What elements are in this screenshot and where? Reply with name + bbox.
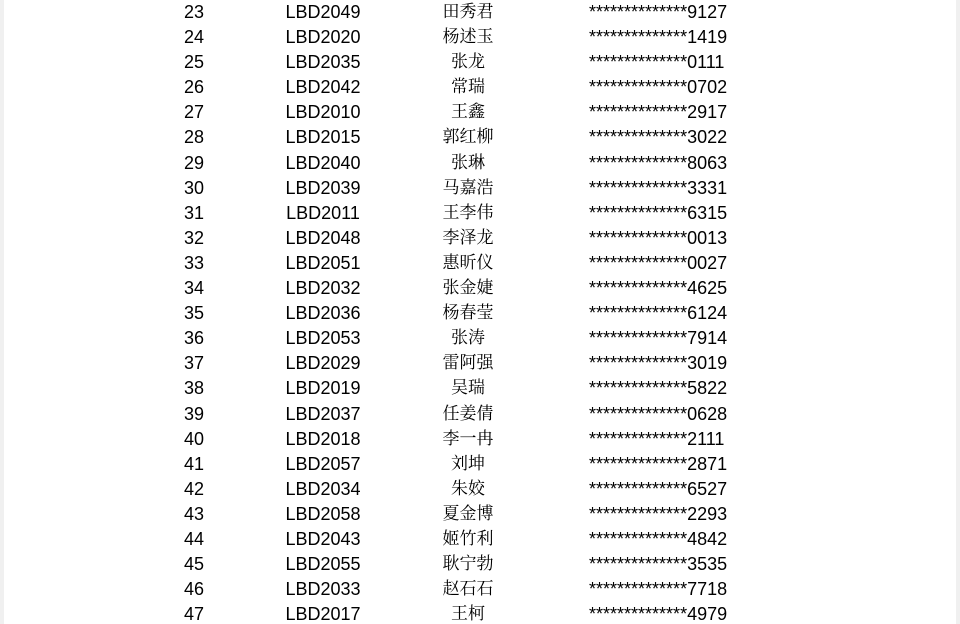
name-cell: 刘坤 [451, 453, 485, 474]
name-cell: 耿宁勃 [442, 554, 494, 575]
row-number-cell: 26 [183, 77, 205, 98]
name-cell: 任姜倩 [442, 403, 494, 424]
name-cell: 王柯 [451, 604, 485, 624]
employee-id-cell: LBD2037 [285, 403, 361, 424]
employee-id-cell: LBD2049 [285, 2, 361, 22]
masked-id-number-cell: **************6527 [589, 478, 728, 499]
name-cell: 杨述玉 [442, 27, 494, 48]
name-cell: 王鑫 [451, 102, 485, 123]
masked-id-number-cell: **************7718 [589, 579, 728, 600]
row-number-cell: 42 [183, 478, 205, 499]
masked-id-number-cell: **************3535 [589, 554, 728, 575]
masked-id-number-cell: **************8063 [589, 152, 728, 173]
masked-id-number-cell: **************9127 [589, 2, 728, 22]
masked-id-number-cell: **************3022 [589, 127, 728, 148]
table-row [0, 351, 960, 376]
row-number-cell: 37 [183, 353, 205, 374]
masked-id-number-cell: **************6124 [589, 303, 728, 324]
employee-id-cell: LBD2010 [285, 102, 361, 123]
name-cell: 马嘉浩 [442, 177, 494, 198]
name-cell: 雷阿强 [442, 353, 494, 374]
masked-id-number-cell: **************0702 [589, 77, 728, 98]
employee-id-cell: LBD2042 [285, 77, 361, 98]
row-number-cell: 46 [183, 579, 205, 600]
name-cell: 惠昕仪 [442, 252, 494, 273]
table-row [0, 326, 960, 351]
employee-id-cell: LBD2029 [285, 353, 361, 374]
name-cell: 李一冉 [442, 428, 494, 449]
table-row [0, 100, 960, 125]
masked-id-number-cell: **************0111 [589, 52, 725, 73]
masked-id-number-cell: **************0628 [589, 403, 728, 424]
table-row [0, 452, 960, 477]
name-cell: 张涛 [451, 328, 485, 349]
masked-id-number-cell: **************5822 [589, 378, 728, 399]
table-row [0, 25, 960, 50]
name-cell: 李泽龙 [442, 227, 494, 248]
table-row [0, 402, 960, 427]
row-number-cell: 23 [183, 2, 205, 22]
row-number-cell: 43 [183, 503, 205, 524]
masked-id-number-cell: **************2111 [589, 428, 725, 449]
table-row [0, 427, 960, 452]
row-number-cell: 30 [183, 177, 205, 198]
row-number-cell: 25 [183, 52, 205, 73]
row-number-cell: 33 [183, 252, 205, 273]
row-number-cell: 24 [183, 27, 205, 48]
table-row [0, 75, 960, 100]
table-row [0, 577, 960, 602]
employee-id-cell: LBD2058 [285, 503, 361, 524]
row-number-cell: 28 [183, 127, 205, 148]
employee-id-cell: LBD2015 [285, 127, 361, 148]
name-cell: 杨春莹 [442, 303, 494, 324]
name-cell: 郭红柳 [442, 127, 494, 148]
masked-id-number-cell: **************1419 [589, 27, 728, 48]
employee-id-cell: LBD2020 [285, 27, 361, 48]
name-cell: 张龙 [451, 52, 485, 73]
table-row [0, 0, 960, 25]
masked-id-number-cell: **************3019 [589, 353, 728, 374]
row-number-cell: 32 [183, 227, 205, 248]
employee-id-cell: LBD2034 [285, 478, 361, 499]
row-number-cell: 39 [183, 403, 205, 424]
row-number-cell: 35 [183, 303, 205, 324]
table-row [0, 602, 960, 624]
row-number-cell: 38 [183, 378, 205, 399]
employee-id-cell: LBD2018 [285, 428, 361, 449]
employee-id-cell: LBD2048 [285, 227, 361, 248]
table-row [0, 502, 960, 527]
employee-id-cell: LBD2039 [285, 177, 361, 198]
name-cell: 王李伟 [442, 202, 494, 223]
row-number-cell: 36 [183, 328, 205, 349]
row-number-cell: 47 [183, 604, 205, 624]
row-number-cell: 41 [183, 453, 205, 474]
row-number-cell: 29 [183, 152, 205, 173]
table-row [0, 226, 960, 251]
employee-id-cell: LBD2040 [285, 152, 361, 173]
table-row [0, 552, 960, 577]
employee-id-cell: LBD2036 [285, 303, 361, 324]
table-row [0, 276, 960, 301]
table-row [0, 151, 960, 176]
masked-id-number-cell: **************4979 [589, 604, 728, 624]
masked-id-number-cell: **************6315 [589, 202, 728, 223]
table-row [0, 125, 960, 150]
row-number-cell: 34 [183, 278, 205, 299]
name-cell: 赵石石 [442, 579, 494, 600]
name-cell: 张琳 [451, 152, 485, 173]
employee-id-cell: LBD2057 [285, 453, 361, 474]
name-cell: 朱姣 [451, 478, 485, 499]
masked-id-number-cell: **************2293 [589, 503, 728, 524]
masked-id-number-cell: **************2917 [589, 102, 728, 123]
row-number-cell: 40 [183, 428, 205, 449]
employee-id-cell: LBD2019 [285, 378, 361, 399]
employee-id-cell: LBD2051 [285, 252, 361, 273]
row-number-cell: 44 [183, 528, 205, 549]
masked-id-number-cell: **************7914 [589, 328, 728, 349]
employee-id-cell: LBD2053 [285, 328, 361, 349]
masked-id-number-cell: **************4625 [589, 278, 728, 299]
table-row [0, 376, 960, 401]
name-cell: 田秀君 [442, 2, 494, 22]
masked-id-number-cell: **************3331 [589, 177, 728, 198]
masked-id-number-cell: **************2871 [589, 453, 728, 474]
employee-id-cell: LBD2043 [285, 528, 361, 549]
employee-id-cell: LBD2033 [285, 579, 361, 600]
table-row [0, 201, 960, 226]
table-row [0, 176, 960, 201]
employee-id-cell: LBD2011 [286, 202, 360, 223]
table-row [0, 527, 960, 552]
employee-id-cell: LBD2017 [285, 604, 361, 624]
table-row [0, 251, 960, 276]
masked-id-number-cell: **************4842 [589, 528, 728, 549]
name-cell: 张金婕 [442, 278, 494, 299]
employee-id-cell: LBD2055 [285, 554, 361, 575]
name-cell: 吴瑞 [451, 378, 485, 399]
name-cell: 姬竹利 [442, 528, 494, 549]
row-number-cell: 45 [183, 554, 205, 575]
table-row [0, 50, 960, 75]
masked-id-number-cell: **************0013 [589, 227, 728, 248]
masked-id-number-cell: **************0027 [589, 252, 728, 273]
employee-id-cell: LBD2032 [285, 278, 361, 299]
row-number-cell: 31 [183, 202, 205, 223]
row-number-cell: 27 [183, 102, 205, 123]
employee-id-cell: LBD2035 [285, 52, 361, 73]
table-row [0, 301, 960, 326]
name-cell: 夏金博 [442, 503, 494, 524]
table-row [0, 477, 960, 502]
name-cell: 常瑞 [451, 77, 485, 98]
